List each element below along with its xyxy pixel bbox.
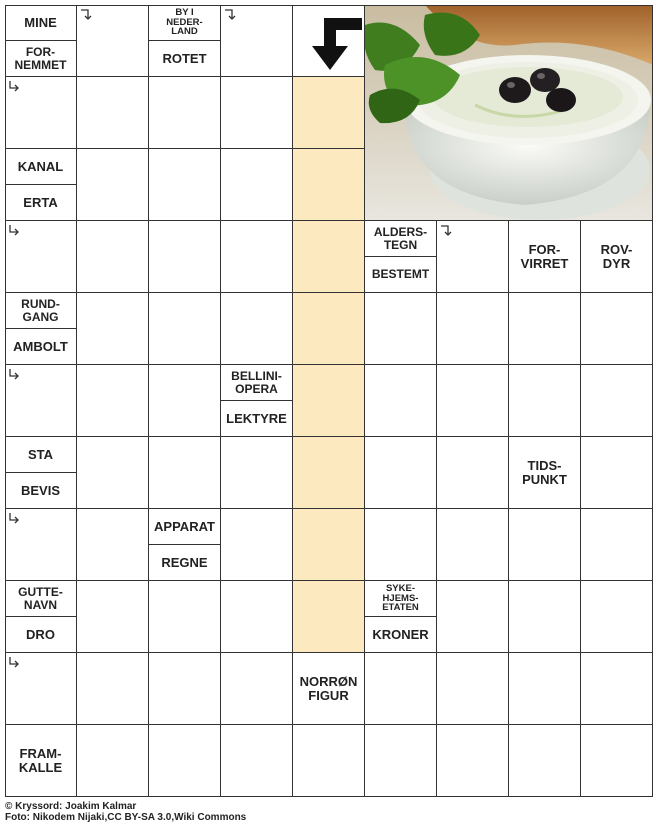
answer-cell[interactable]	[221, 149, 293, 221]
solution-cell[interactable]	[293, 293, 365, 365]
answer-cell[interactable]	[77, 221, 149, 293]
arrow-right-icon	[8, 512, 22, 526]
answer-cell[interactable]	[581, 509, 653, 581]
clue-text: REGNE	[161, 554, 208, 570]
clue-text: APPARAT	[154, 518, 215, 534]
answer-cell[interactable]	[581, 437, 653, 509]
clue-kroner	[365, 617, 437, 653]
arrow-down-icon	[80, 8, 94, 22]
answer-cell[interactable]	[437, 365, 509, 437]
answer-cell[interactable]	[365, 653, 437, 725]
clue-text: ERTA	[23, 194, 58, 210]
clue-apparat	[149, 509, 221, 545]
clue-text: KANAL	[17, 158, 64, 174]
clue-text: DRO	[26, 626, 55, 642]
answer-cell[interactable]	[77, 509, 149, 581]
answer-cell[interactable]	[77, 437, 149, 509]
clue-fornemmet	[5, 41, 77, 77]
clue-bellini-opera	[221, 365, 293, 401]
puzzle-photo	[365, 5, 653, 221]
answer-cell[interactable]	[221, 653, 293, 725]
clue-sykehjemsetaten	[365, 581, 437, 617]
arrow-down-icon	[440, 224, 454, 238]
credits-photo: Foto: Nikodem Nijaki,CC BY-SA 3.0,Wiki Commons	[5, 812, 247, 823]
answer-cell[interactable]	[365, 725, 437, 797]
answer-cell[interactable]	[149, 221, 221, 293]
answer-cell[interactable]	[365, 293, 437, 365]
answer-cell[interactable]	[149, 149, 221, 221]
answer-cell[interactable]	[77, 653, 149, 725]
answer-cell[interactable]	[149, 725, 221, 797]
solution-cell[interactable]	[293, 77, 365, 149]
answer-cell[interactable]	[221, 437, 293, 509]
answer-cell[interactable]	[149, 437, 221, 509]
answer-cell[interactable]	[365, 509, 437, 581]
answer-cell[interactable]	[437, 725, 509, 797]
clue-lektyre	[221, 401, 293, 437]
credits-puzzle: © Kryssord: Joakim Kalmar	[5, 801, 137, 812]
clue-text: NORRØN FIGUR	[299, 673, 358, 703]
answer-cell[interactable]	[149, 293, 221, 365]
clue-dro	[5, 617, 77, 653]
answer-cell[interactable]	[221, 77, 293, 149]
arrow-right-icon	[8, 368, 22, 382]
clue-bevis	[5, 473, 77, 509]
clue-tidspunkt	[509, 437, 581, 509]
clue-text: FOR- NEMMET	[14, 44, 67, 72]
answer-cell[interactable]	[437, 581, 509, 653]
solution-cell[interactable]	[293, 509, 365, 581]
clue-text: ROV- DYR	[600, 241, 633, 271]
clue-text: TIDS- PUNKT	[522, 457, 567, 487]
clue-forvirret	[509, 221, 581, 293]
answer-cell[interactable]	[221, 581, 293, 653]
clue-text: BESTEMT	[371, 267, 430, 282]
answer-cell[interactable]	[221, 509, 293, 581]
answer-cell[interactable]	[581, 653, 653, 725]
answer-cell[interactable]	[581, 293, 653, 365]
answer-cell[interactable]	[509, 581, 581, 653]
clue-regne	[149, 545, 221, 581]
clue-framkalle	[5, 725, 77, 797]
answer-cell[interactable]	[437, 437, 509, 509]
clue-text: AMBOLT	[13, 338, 68, 354]
answer-cell[interactable]	[149, 365, 221, 437]
clue-rotet	[149, 41, 221, 77]
answer-cell[interactable]	[149, 77, 221, 149]
answer-cell[interactable]	[509, 725, 581, 797]
answer-cell[interactable]	[509, 293, 581, 365]
answer-cell[interactable]	[293, 725, 365, 797]
solution-cell[interactable]	[293, 437, 365, 509]
clue-text: ROTET	[162, 50, 207, 66]
answer-cell[interactable]	[365, 365, 437, 437]
clue-alderstegn	[365, 221, 437, 257]
arrow-right-icon	[8, 80, 22, 94]
answer-cell[interactable]	[77, 365, 149, 437]
clue-guttenavn	[5, 581, 77, 617]
clue-text: MINE	[24, 14, 57, 30]
clue-text: BEVIS	[20, 482, 60, 498]
solution-cell[interactable]	[293, 581, 365, 653]
clue-text: ALDERS- TEGN	[373, 224, 428, 252]
answer-cell[interactable]	[149, 653, 221, 725]
arrow-right-icon	[8, 656, 22, 670]
credits	[5, 801, 246, 823]
answer-cell[interactable]	[509, 365, 581, 437]
answer-cell[interactable]	[77, 293, 149, 365]
arrow-down-icon	[224, 8, 238, 22]
solution-cell[interactable]	[293, 149, 365, 221]
arrow-right-icon	[8, 224, 22, 238]
clue-mine	[5, 5, 77, 41]
answer-cell[interactable]	[509, 653, 581, 725]
tzatziki-image	[365, 5, 653, 221]
answer-cell[interactable]	[509, 509, 581, 581]
answer-cell[interactable]	[77, 149, 149, 221]
clue-erta	[5, 185, 77, 221]
clue-sta	[5, 437, 77, 473]
clue-by-i-nederland	[149, 5, 221, 41]
clue-bestemt	[365, 257, 437, 293]
answer-cell[interactable]	[149, 581, 221, 653]
clue-text: SYKE- HJEMS- ETATEN	[382, 582, 419, 614]
solution-arrow-icon	[296, 12, 362, 72]
clue-ambolt	[5, 329, 77, 365]
answer-cell[interactable]	[365, 437, 437, 509]
answer-cell[interactable]	[581, 581, 653, 653]
solution-cell[interactable]	[293, 221, 365, 293]
answer-cell[interactable]	[221, 293, 293, 365]
answer-cell[interactable]	[581, 365, 653, 437]
clue-rovdyr	[581, 221, 653, 293]
clue-text: BY I NEDER- LAND	[166, 6, 203, 38]
clue-text: FRAM- KALLE	[18, 745, 63, 775]
clue-text: FOR- VIRRET	[520, 241, 569, 271]
answer-cell[interactable]	[221, 221, 293, 293]
solution-cell[interactable]	[293, 365, 365, 437]
clue-text: BELLINI- OPERA	[231, 368, 282, 396]
clue-text: KRONER	[372, 626, 429, 642]
answer-cell[interactable]	[77, 725, 149, 797]
clue-norron-figur	[293, 653, 365, 725]
answer-cell[interactable]	[437, 653, 509, 725]
answer-cell[interactable]	[77, 77, 149, 149]
clue-text: STA	[27, 446, 54, 462]
clue-rundgang	[5, 293, 77, 329]
clue-text: LEKTYRE	[226, 410, 287, 426]
clue-kanal	[5, 149, 77, 185]
answer-cell[interactable]	[437, 293, 509, 365]
clue-text: GUTTE- NAVN	[18, 584, 63, 612]
answer-cell[interactable]	[437, 509, 509, 581]
clue-text: RUND- GANG	[21, 296, 60, 324]
answer-cell[interactable]	[581, 725, 653, 797]
answer-cell[interactable]	[77, 581, 149, 653]
answer-cell[interactable]	[221, 725, 293, 797]
